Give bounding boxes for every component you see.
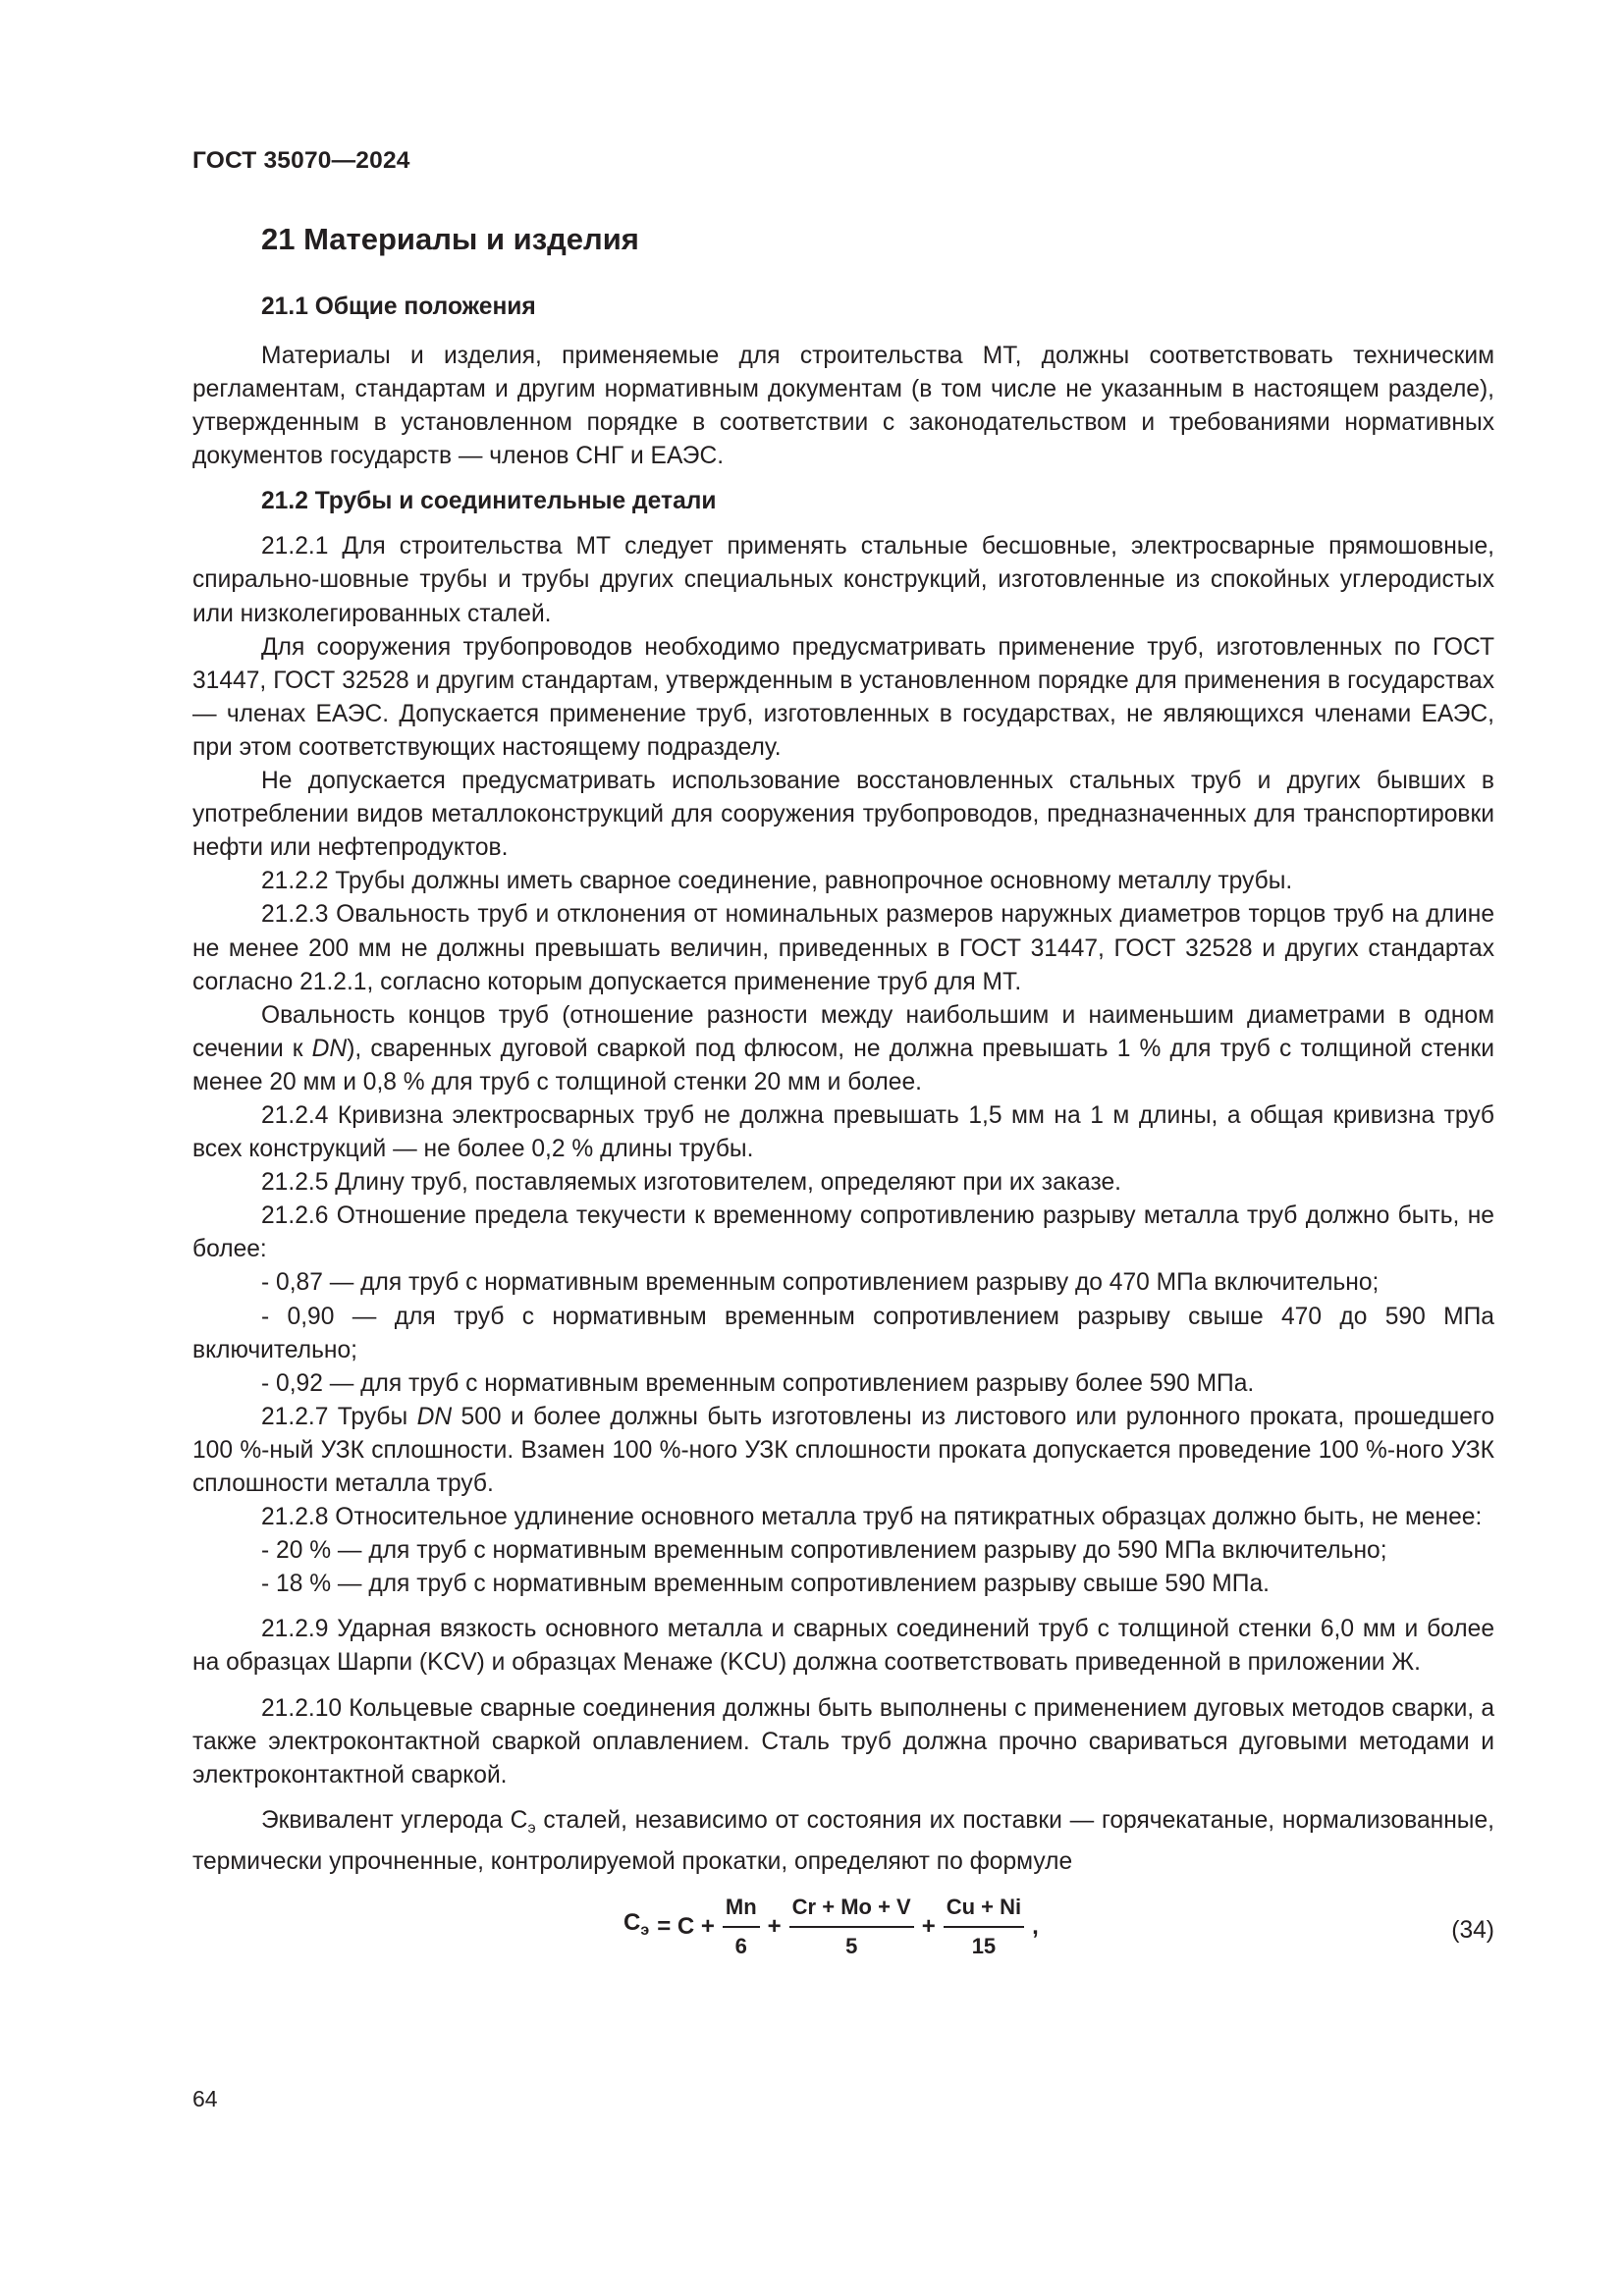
paragraph: 21.2.3 Овальность труб и отклонения от номинальных размеров наружных диаметров торцов труб на длине не менее 200 мм не должны превышать величин, приведенных в ГОСТ 31447, ГОСТ 32528 и других стандартах согласно 21.2.1, согласно которым допускается применение труб для МТ.: [192, 901, 1494, 995]
text-run: 500 и более должны быть изготовлены из листового или рулонного проката, прошедшего 100 %-ный УЗК сплошности. Взамен 100 %-ного УЗК сплошности проката допускается проведение 100 %-ного УЗК сплошности металла труб.: [192, 1403, 1494, 1497]
italic-dn: DN: [416, 1403, 453, 1430]
fraction-denominator: 6: [734, 1934, 747, 1959]
paragraph: 21.2.1 Для строительства МТ следует применять стальные бесшовные, электросварные прямошовные, спирально-шовные трубы и трубы других специальных конструкций, изготовленные из спокойных углеродистых или низколегированных сталей.: [192, 533, 1494, 627]
formula-lhs-subscript: э: [640, 1922, 650, 1940]
equation-number: (34): [1451, 1917, 1494, 1945]
formula-lhs: [620, 1906, 653, 1948]
subsection-heading-pipes: 21.2 Трубы и соединительные детали: [261, 488, 717, 515]
list-item: - 0,87 — для труб с нормативным временным сопротивлением разрыву до 470 МПа включительно;: [261, 1269, 1380, 1297]
paragraph: 21.2.2 Трубы должны иметь сварное соединение, равнопрочное основному металлу трубы.: [261, 868, 1293, 895]
text-run: Эквивалент углерода С: [261, 1806, 528, 1834]
text-run: 21.2.7 Трубы: [261, 1403, 417, 1430]
formula-row: [192, 1885, 1494, 1973]
paragraph: 21.2.8 Относительное удлинение основного металла труб на пятикратных образцах должно быть, не менее:: [261, 1504, 1483, 1531]
fraction-denominator: 15: [971, 1934, 997, 1959]
fraction-denominator: 5: [845, 1934, 858, 1959]
fraction-cu-ni: [944, 1891, 1024, 1963]
fraction-numerator: Mn: [723, 1891, 760, 1928]
carbon-equivalent-formula: [620, 1891, 1043, 1963]
subsection-heading-general: 21.1 Общие положения: [261, 294, 536, 320]
document-code: ГОСТ 35070—2024: [192, 147, 410, 174]
formula-equals: = C +: [657, 1913, 715, 1941]
fraction-cr-mo-v: [789, 1891, 914, 1963]
paragraph: Материалы и изделия, применяемые для строительства МТ, должны соответствовать техническим регламентам, стандартам и другим нормативным документам (в том числе не указанным в настоящем разделе), утвержденным в установленном порядке в соответствии с законодательством и требованиями нормативных документов государств — членов СНГ и ЕАЭС.: [192, 343, 1494, 470]
italic-dn: DN: [311, 1035, 348, 1062]
list-item: - 0,90 — для труб с нормативным временным сопротивлением разрыву свыше 470 до 590 МПа включительно;: [192, 1303, 1494, 1363]
paragraph: Не допускается предусматривать использование восстановленных стальных труб и других бывших в употреблении видов металлоконструкций для сооружения трубопроводов, предназначенных для транспортировки нефти или нефтепродуктов.: [192, 768, 1494, 862]
list-item: - 0,92 — для труб с нормативным временным сопротивлением разрыву более 590 МПа.: [261, 1369, 1255, 1397]
paragraph: Для сооружения трубопроводов необходимо предусматривать применение труб, изготовленных по ГОСТ 31447, ГОСТ 32528 и другим стандартам, утвержденным в установленном порядке для применения в государствах — членах ЕАЭС. Допускается применение труб, изготовленных в государствах, не являющихся членами ЕАЭС, при этом соответствующих настоящему подразделу.: [192, 633, 1494, 761]
formula-plus: +: [921, 1913, 936, 1941]
paragraph: 21.2.5 Длину труб, поставляемых изготовителем, определяют при их заказе.: [261, 1169, 1121, 1197]
paragraph: 21.2.6 Отношение предела текучести к временному сопротивлению разрыву металла труб должно быть, не более:: [192, 1202, 1494, 1263]
paragraph: [192, 999, 1494, 1099]
formula-plus: +: [767, 1913, 782, 1941]
paragraph: 21.2.9 Ударная вязкость основного металла и сварных соединений труб с толщиной стенки 6,0 мм и более на образцах Шарпи (KCV) и образцах Менаже (KCU) должна соответствовать приведенной в приложении Ж.: [192, 1616, 1494, 1677]
page-number: 64: [192, 2086, 218, 2111]
text-run: ), сваренных дуговой сваркой под флюсом, не должна превышать 1 % для труб с толщиной стенки менее 20 мм и 0,8 % для труб с толщиной стенки 20 мм и более.: [192, 1035, 1494, 1095]
fraction-mn: [723, 1891, 760, 1963]
formula-lhs-symbol: C: [623, 1909, 641, 1937]
paragraph: [192, 1401, 1494, 1501]
body-text: [192, 291, 1494, 1973]
list-item: - 20 % — для труб с нормативным временным сопротивлением разрыву до 590 МПа включительно;: [261, 1537, 1387, 1565]
paragraph: [192, 1804, 1494, 1879]
subscript-e: э: [527, 1819, 536, 1837]
list-item: - 18 % — для труб с нормативным временным сопротивлением разрыву свыше 590 МПа.: [261, 1571, 1270, 1598]
text-run: Овальность концов труб (отношение разности между наибольшим и наименьшим диаметрами в одном сечении к: [192, 1001, 1494, 1062]
formula-comma: ,: [1032, 1913, 1039, 1941]
paragraph: 21.2.4 Кривизна электросварных труб не должна превышать 1,5 мм на 1 м длины, а общая кривизна труб всех конструкций — не более 0,2 % длины трубы.: [192, 1101, 1494, 1163]
fraction-numerator: Cu + Ni: [944, 1891, 1024, 1928]
section-title: 21 Материалы и изделия: [261, 222, 639, 256]
paragraph: 21.2.10 Кольцевые сварные соединения должны быть выполнены с применением дуговых методов сварки, а также электроконтактной сваркой оплавлением. Сталь труб должна прочно свариваться дуговыми методами и электроконтактной сваркой.: [192, 1694, 1494, 1789]
fraction-numerator: Cr + Mo + V: [789, 1891, 914, 1928]
text-run: сталей, независимо от состояния их поставки — горячекатаные, нормализованные, термически упрочненные, контролируемой прокатки, определяют по формуле: [192, 1806, 1494, 1875]
